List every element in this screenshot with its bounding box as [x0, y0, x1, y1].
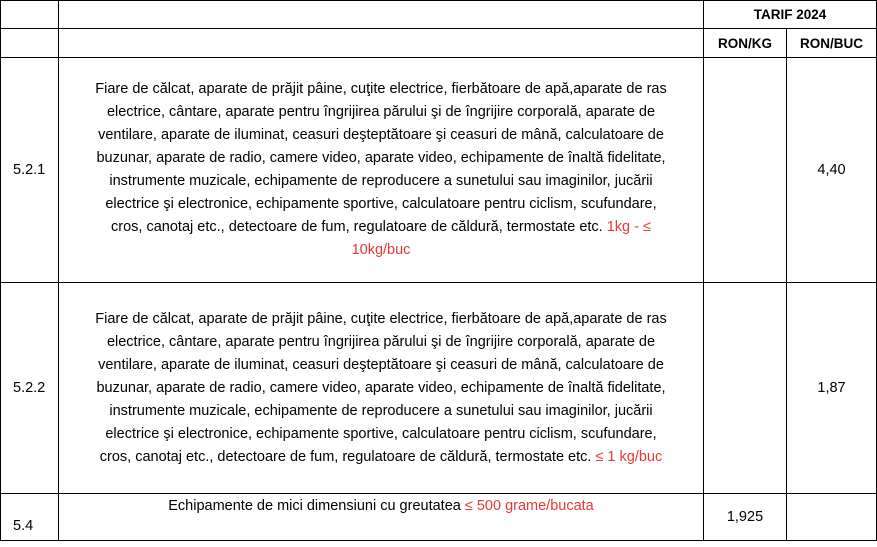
ron-buc-value — [787, 494, 877, 541]
ron-kg-value — [704, 58, 787, 283]
header-row-2 — [1, 29, 877, 58]
weight-note: 1kg - ≤ 10kg/buc — [351, 219, 651, 258]
empty-cell — [1, 1, 59, 29]
row-description — [59, 283, 704, 494]
row-description — [59, 58, 704, 283]
table-row — [1, 283, 877, 494]
row-code: 5.2.1 — [1, 58, 59, 283]
table-row — [1, 494, 877, 541]
ron-buc-value: 1,87 — [787, 283, 877, 494]
ron-kg-value: 1,925 — [704, 494, 787, 541]
empty-cell — [1, 29, 59, 58]
description-text: Fiare de călcat, aparate de prăjit pâine, cuţite electrice, fierbătoare de apă,aparate de ras electrice, cântare, aparate pentru îngrijirea părului şi de îngrijire corporală, aparate de ventilare, aparate de iluminat, ceasuri deşteptătoare şi ceasuri de mână, calculatoare de buzunar, aparate de radio, camere video, aparate video, echipamente de înaltă fidelitate, instrumente muzicale, echipamente de reproducere a sunetului sau imaginilor, jucării electrice şi electronice, echipamente sportive, calculatoare pentru ciclism, scufundare, cros, canotaj etc., detectoare de fum, regulatoare de căldură, termostate etc. — [95, 310, 667, 465]
tariff-year-header: TARIF 2024 — [704, 1, 877, 29]
row-code: 5.2.2 — [1, 283, 59, 494]
empty-cell — [59, 1, 704, 29]
weight-note: ≤ 500 grame/bucata — [464, 498, 594, 514]
weight-note: ≤ 1 kg/buc — [595, 448, 663, 465]
empty-cell — [59, 29, 704, 58]
ron-kg-value — [704, 283, 787, 494]
ron-buc-header: RON/BUC — [787, 29, 877, 58]
table-row — [1, 58, 877, 283]
header-row-1 — [1, 1, 877, 29]
description-text: Echipamente de mici dimensiuni cu greutatea — [168, 498, 461, 514]
ron-buc-value: 4,40 — [787, 58, 877, 283]
row-description — [59, 494, 704, 541]
row-code: 5.4 — [1, 494, 59, 541]
ron-kg-header: RON/KG — [704, 29, 787, 58]
description-text: Fiare de călcat, aparate de prăjit pâine, cuţite electrice, fierbătoare de apă,aparate de ras electrice, cântare, aparate pentru îngrijirea părului şi de îngrijire corporală, aparate de ventilare, aparate de iluminat, ceasuri deşteptătoare şi ceasuri de mână, calculatoare de buzunar, aparate de radio, camere video, aparate video, echipamente de înaltă fidelitate, instrumente muzicale, echipamente de reproducere a sunetului sau imaginilor, jucării electrice şi electronice, echipamente sportive, calculatoare pentru ciclism, scufundare, cros, canotaj etc., detectoare de fum, regulatoare de căldură, termostate etc. — [95, 81, 667, 235]
